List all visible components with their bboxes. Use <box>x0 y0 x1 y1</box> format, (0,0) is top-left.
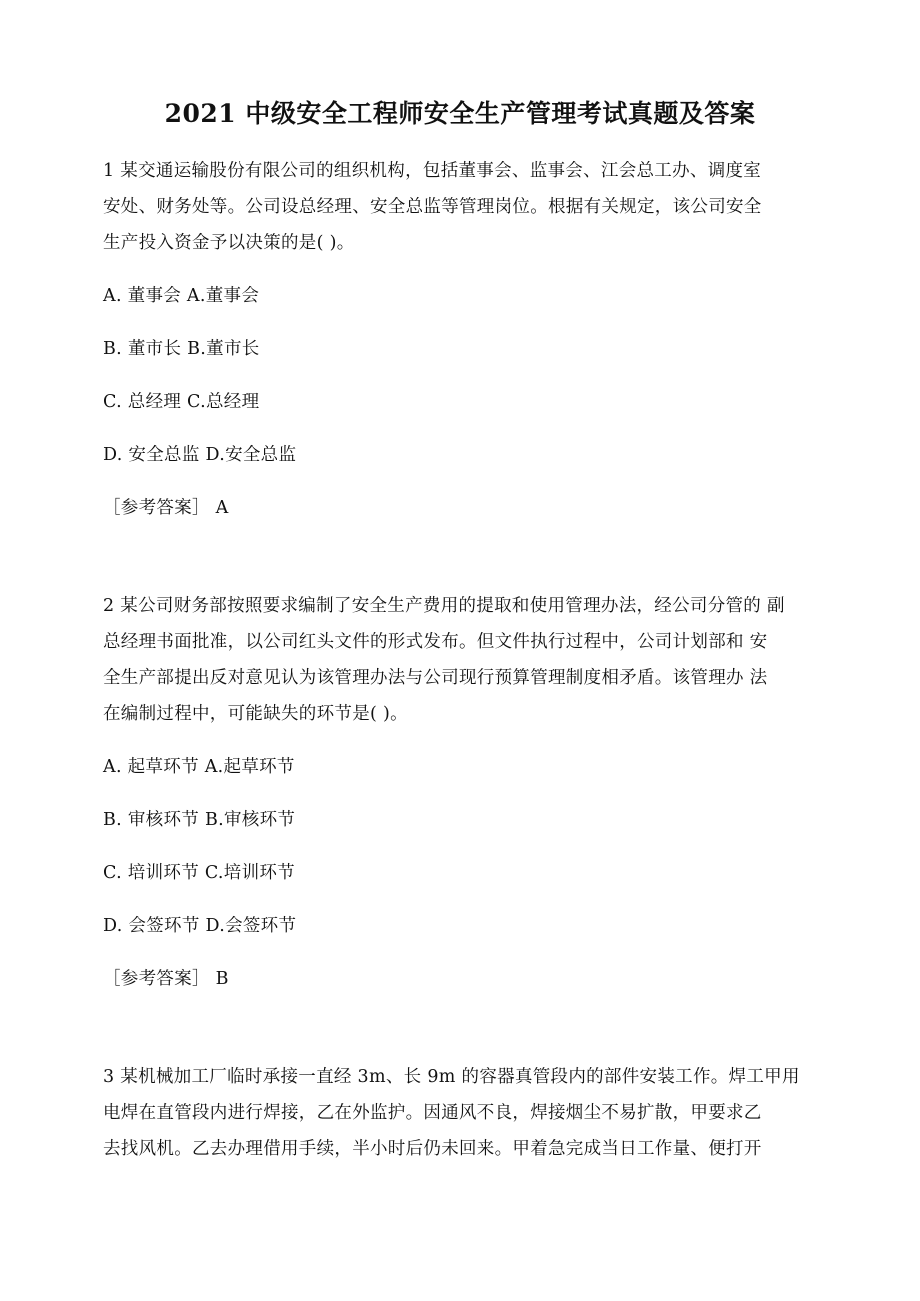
question-2-option-d: D. 会签环节 D.会签环节 <box>103 916 297 936</box>
question-1-stem-line-1: 1 某交通运输股份有限公司的组织机构，包括董事会、监事会、江会总工办、调度室 <box>103 161 762 181</box>
question-2-stem-line-3: 全生产部提出反对意见认为该管理办法与公司现行预算管理制度相矛盾。该管理办 法 <box>103 668 768 688</box>
question-2-answer: ［参考答案］ B <box>103 969 229 989</box>
question-2-stem-line-1: 2 某公司财务部按照要求编制了安全生产费用的提取和使用管理办法，经公司分管的 副 <box>103 596 785 616</box>
question-1-answer: ［参考答案］ A <box>103 498 229 518</box>
question-2-option-a: A. 起草环节 A.起草环节 <box>103 757 295 777</box>
question-1-option-b: B. 董市长 B.董市长 <box>103 339 260 359</box>
question-1-option-d: D. 安全总监 D.安全总监 <box>103 445 297 465</box>
question-1-stem-line-3: 生产投入资金予以决策的是( )。 <box>103 233 355 253</box>
question-1-option-a: A. 董事会 A.董事会 <box>103 286 260 306</box>
question-3-stem-line-3: 去找风机。乙去办理借用手续，半小时后仍未回来。甲着急完成当日工作量、便打开 <box>103 1139 762 1159</box>
document-title: 2021 中级安全工程师安全生产管理考试真题及答案 <box>164 99 756 128</box>
question-1-stem-line-2: 安处、财务处等。公司设总经理、安全总监等管理岗位。根据有关规定，该公司安全 <box>103 197 762 217</box>
question-3-stem-line-1: 3 某机械加工厂临时承接一直经 3m、长 9m 的容器真管段内的部件安装工作。焊工甲用 <box>103 1067 800 1087</box>
question-2-option-b: B. 审核环节 B.审核环节 <box>103 810 296 830</box>
question-3-stem-line-2: 电焊在直管段内进行焊接，乙在外监护。因通风不良，焊接烟尘不易扩散，甲要求乙 <box>103 1103 762 1123</box>
question-1-option-c: C. 总经理 C.总经理 <box>103 392 260 412</box>
question-2-option-c: C. 培训环节 C.培训环节 <box>103 863 295 883</box>
question-2-stem-line-2: 总经理书面批准，以公司红头文件的形式发布。但文件执行过程中，公司计划部和 安 <box>103 632 768 652</box>
question-2-stem-line-4: 在编制过程中，可能缺失的环节是( )。 <box>103 704 408 724</box>
